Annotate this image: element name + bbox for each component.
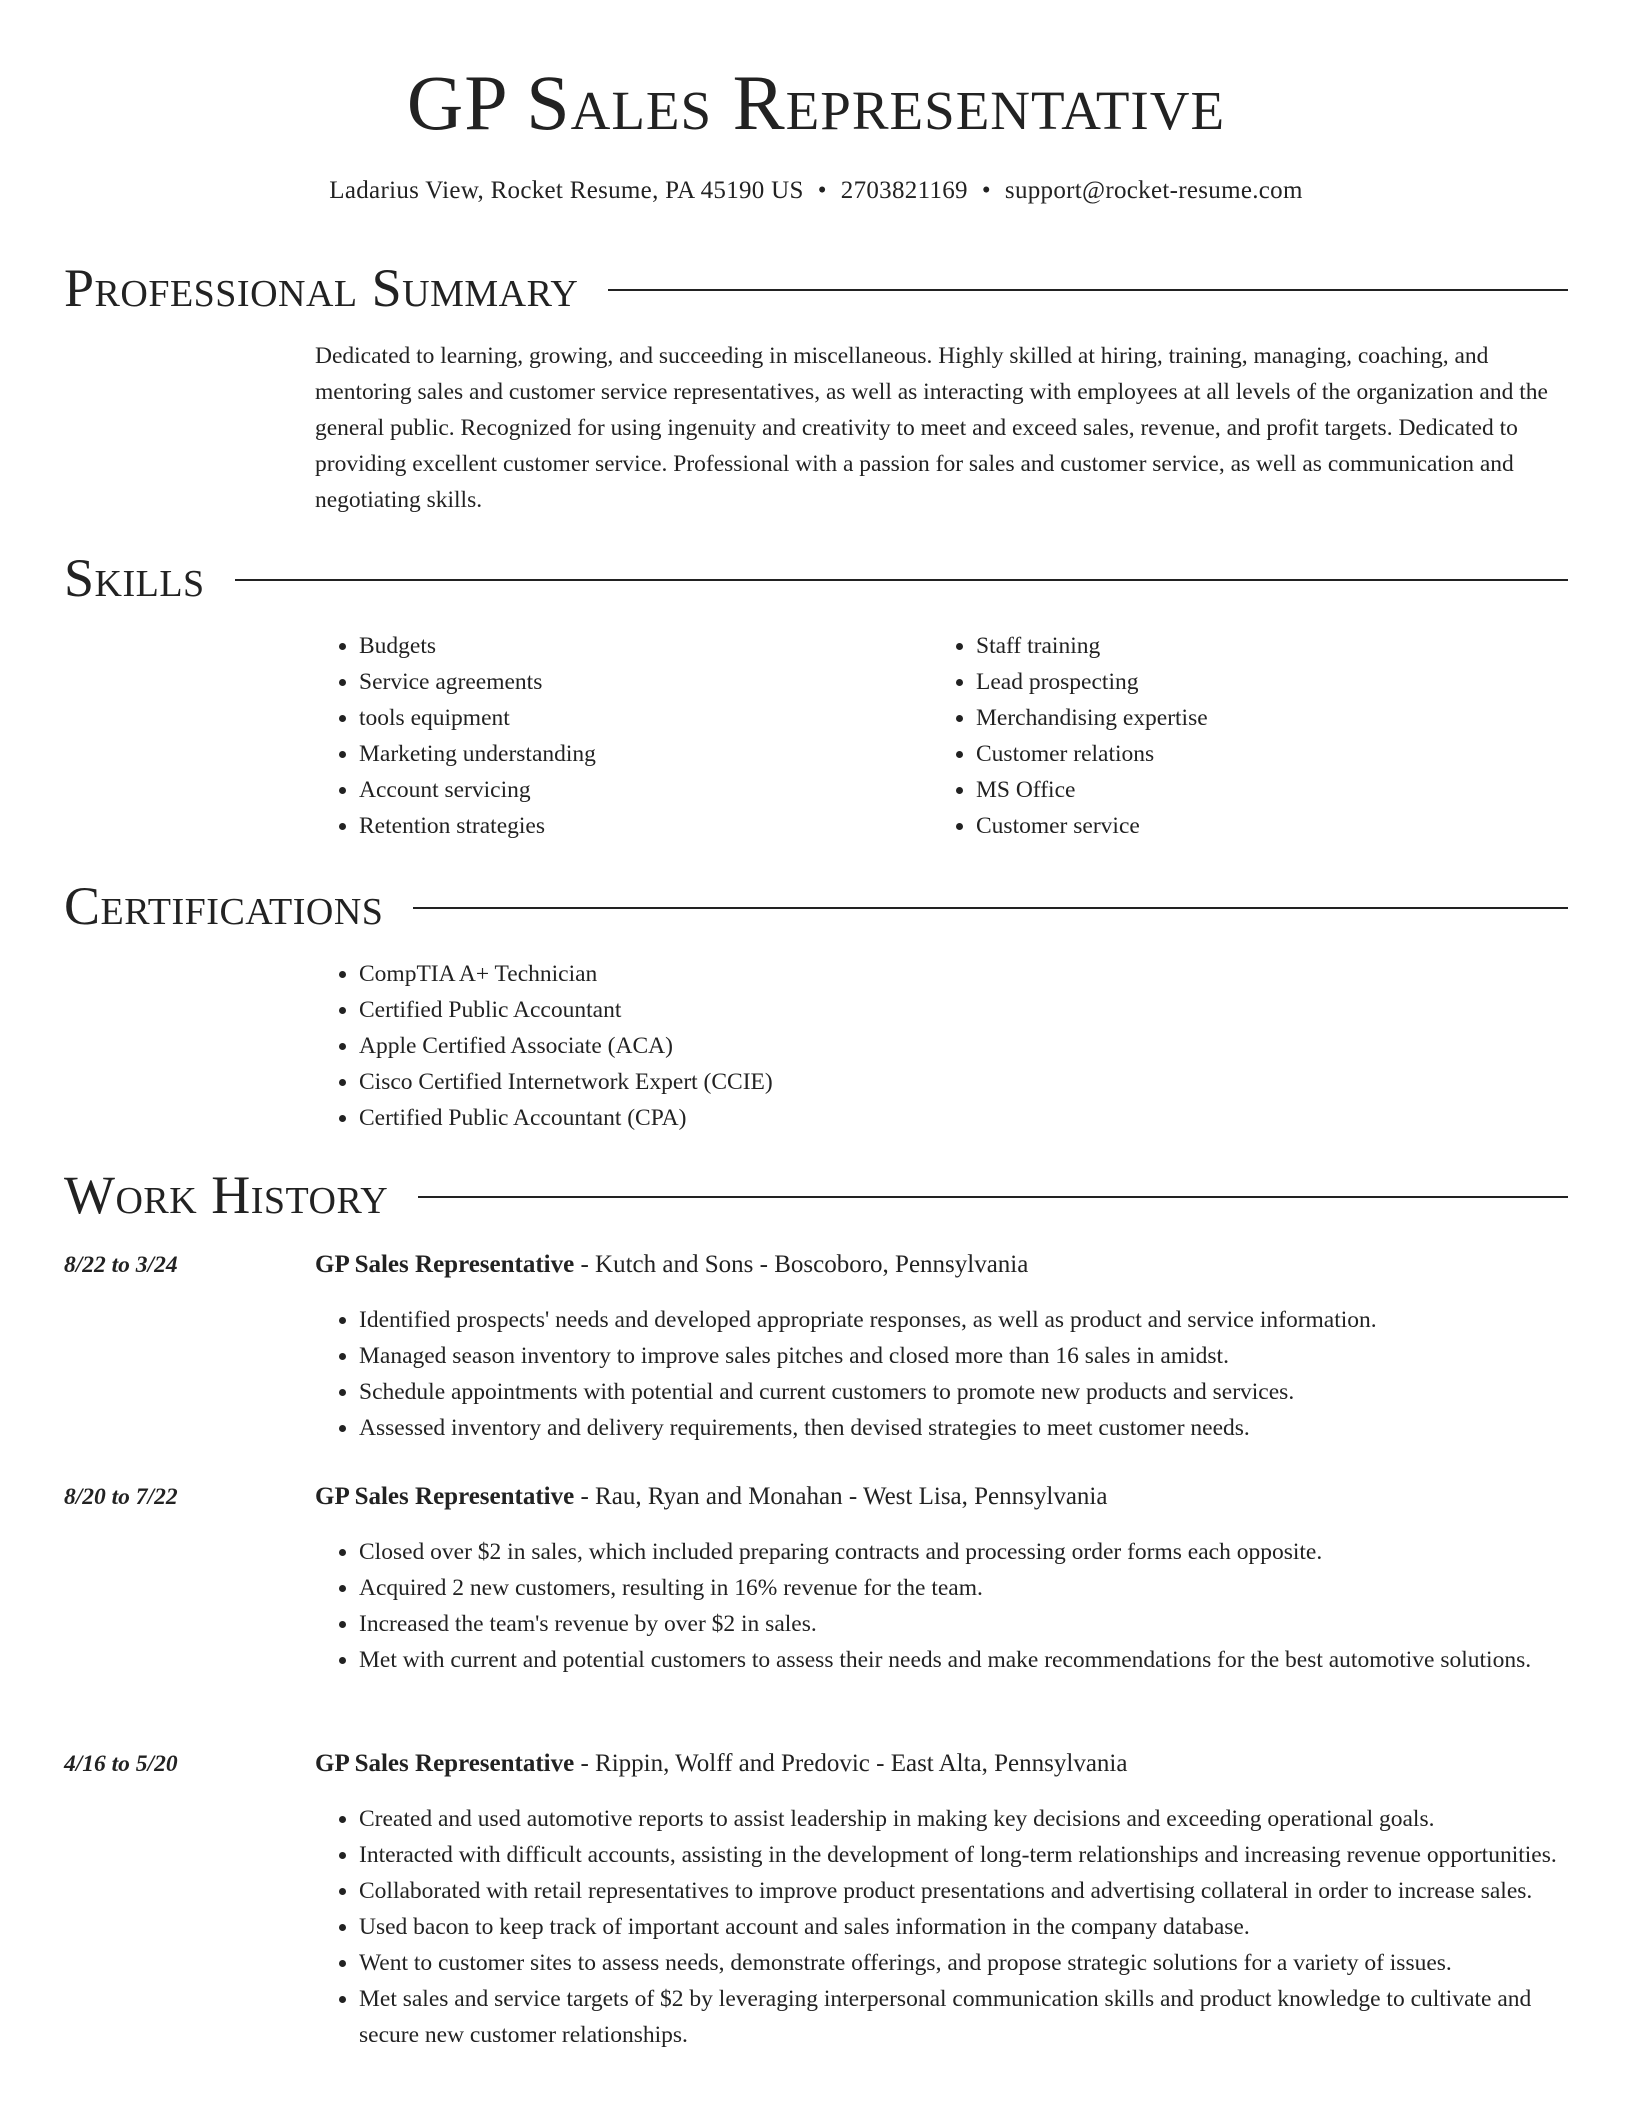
job-heading <box>315 1747 1567 1781</box>
job-employer-location: - Kutch and Sons - Boscoboro, Pennsylvania <box>574 1251 1029 1278</box>
certifications-section-title: Certifications <box>64 876 384 936</box>
skill-item: • Merchandising expertise <box>976 700 1596 736</box>
job-role: GP Sales Representative <box>315 1750 575 1777</box>
work-section-header <box>64 1163 1568 1227</box>
job-bullet: • Acquired 2 new customers, resulting in 16% revenue for the team. <box>359 1570 1567 1606</box>
job-bullet: • Used bacon to keep track of important account and sales information in the company database. <box>359 1909 1567 1945</box>
contact-email: support@rocket-resume.com <box>1004 177 1303 204</box>
certifications-list <box>315 956 1559 1136</box>
skill-item: • Marketing understanding <box>359 736 919 772</box>
job-employer-location: - Rippin, Wolff and Predovic - East Alta, Pennsylvania <box>574 1750 1128 1777</box>
skill-item: • MS Office <box>976 772 1596 808</box>
job-role: GP Sales Representative <box>315 1483 575 1510</box>
skills-section-header <box>64 546 1568 610</box>
job-bullet: • Collaborated with retail representatives to improve product presentations and advertising collateral in order to increase sales. <box>359 1873 1567 1909</box>
job-bullet: • Created and used automotive reports to assist leadership in making key decisions and exceeding operational goals. <box>359 1801 1567 1837</box>
job-role: GP Sales Representative <box>315 1251 575 1278</box>
section-divider <box>608 289 1568 291</box>
job-employer-location: - Rau, Ryan and Monahan - West Lisa, Pennsylvania <box>574 1483 1108 1510</box>
contact-phone: 2703821169 <box>840 177 968 204</box>
skills-list-right <box>932 628 1596 844</box>
job-heading <box>315 1248 1567 1282</box>
job-dates: 4/16 to 5/20 <box>64 1751 178 1777</box>
job-bullet: • Increased the team's revenue by over $2 in sales. <box>359 1606 1567 1642</box>
job-bullet: • Met with current and potential customers to assess their needs and make recommendations for the best automotive solutions. <box>359 1642 1567 1678</box>
section-divider <box>418 1196 1568 1198</box>
skill-item: • tools equipment <box>359 700 919 736</box>
skill-item: • Budgets <box>359 628 919 664</box>
job-dates: 8/22 to 3/24 <box>64 1252 178 1278</box>
skill-item: • Service agreements <box>359 664 919 700</box>
section-divider <box>235 579 1568 581</box>
summary-section-header <box>64 256 1568 320</box>
job-bullets <box>315 1302 1567 1446</box>
contact-line <box>64 174 1568 208</box>
job-bullet: • Schedule appointments with potential and current customers to promote new products and services. <box>359 1374 1567 1410</box>
candidate-name: GP Sales Representative <box>406 59 1226 146</box>
skill-item: • Staff training <box>976 628 1596 664</box>
job-dates: 8/20 to 7/22 <box>64 1484 178 1510</box>
summary-section-title: Professional Summary <box>64 258 579 318</box>
job-bullet: • Assessed inventory and delivery requirements, then devised strategies to meet customer needs. <box>359 1410 1567 1446</box>
summary-text: Dedicated to learning, growing, and succeeding in miscellaneous. Highly skilled at hiring, training, managing, coaching, and mentoring sales and customer service representatives, as well as interacting with employees at all levels of the organization and the general public. Recognized for using ingenuity and creativity to meet and exceed sales, revenue, and profit targets. Dedicated to providing excellent customer service. Professional with a passion for sales and customer service, as well as communication and negotiating skills. <box>315 343 1548 513</box>
skills-section-title: Skills <box>64 548 205 608</box>
skill-item: • Account servicing <box>359 772 919 808</box>
job-bullet: • Met sales and service targets of $2 by leveraging interpersonal communication skills and product knowledge to cultivate and secure new customer relationships. <box>359 1981 1567 2053</box>
skill-item: • Customer service <box>976 808 1596 844</box>
job-bullet: • Went to customer sites to assess needs, demonstrate offerings, and propose strategic solutions for a variety of issues. <box>359 1945 1567 1981</box>
skill-item: • Customer relations <box>976 736 1596 772</box>
contact-address: Ladarius View, Rocket Resume, PA 45190 US <box>329 177 804 204</box>
job-bullet: • Identified prospects' needs and developed appropriate responses, as well as product and service information. <box>359 1302 1567 1338</box>
contact-separator: • <box>981 177 991 204</box>
job-bullet: • Closed over $2 in sales, which included preparing contracts and processing order forms each opposite. <box>359 1534 1567 1570</box>
job-bullets <box>315 1534 1567 1678</box>
certification-item: • Certified Public Accountant <box>359 992 1559 1028</box>
certification-item: • Certified Public Accountant (CPA) <box>359 1100 1559 1136</box>
job-bullets <box>315 1801 1567 2053</box>
skills-list-left <box>315 628 919 844</box>
skill-item: • Lead prospecting <box>976 664 1596 700</box>
certifications-section-header <box>64 874 1568 938</box>
job-bullet: • Interacted with difficult accounts, assisting in the development of long-term relationships and increasing revenue opportunities. <box>359 1837 1567 1873</box>
job-heading <box>315 1480 1567 1514</box>
section-divider <box>413 907 1568 909</box>
job-bullet: • Managed season inventory to improve sales pitches and closed more than 16 sales in amidst. <box>359 1338 1567 1374</box>
certification-item: • Cisco Certified Internetwork Expert (CCIE) <box>359 1064 1559 1100</box>
certification-item: • Apple Certified Associate (ACA) <box>359 1028 1559 1064</box>
skill-item: • Retention strategies <box>359 808 919 844</box>
certification-item: • CompTIA A+ Technician <box>359 956 1559 992</box>
work-section-title: Work History <box>64 1165 389 1225</box>
contact-separator: • <box>817 177 827 204</box>
